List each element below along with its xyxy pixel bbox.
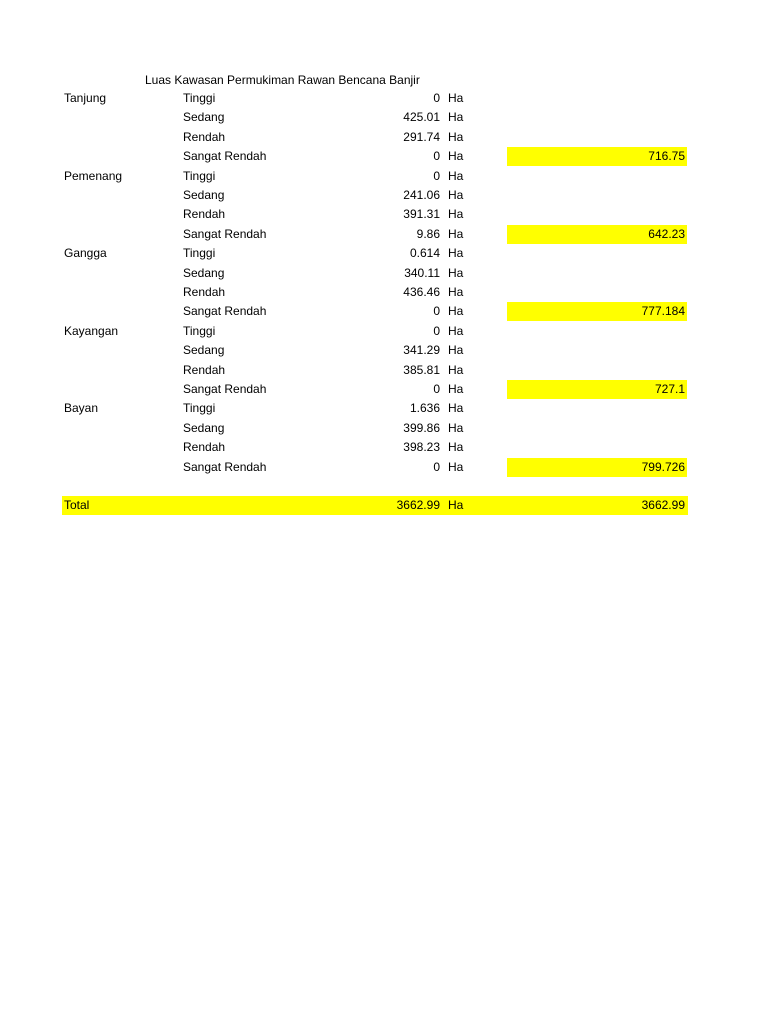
area-value: 425.01	[403, 110, 440, 125]
table-row	[0, 225, 768, 244]
area-unit: Ha	[448, 168, 464, 183]
area-unit: Ha	[448, 129, 464, 144]
area-value: 399.86	[403, 420, 440, 435]
risk-level-label: Sangat Rendah	[183, 226, 267, 241]
total-sum: 3662.99	[641, 498, 685, 513]
area-value: 436.46	[403, 285, 440, 299]
area-unit: Ha	[448, 304, 464, 319]
area-value: 0	[433, 149, 440, 164]
area-value: 0	[433, 168, 440, 183]
sheet-title: Luas Kawasan Permukiman Rawan Bencana Banjir	[145, 73, 420, 87]
region-subtotal: 642.23	[507, 225, 687, 244]
region-name: Tanjung	[64, 91, 107, 105]
risk-level-label: Sedang	[183, 420, 225, 435]
risk-level-label: Tinggi	[183, 323, 216, 338]
total-row	[0, 496, 768, 515]
area-unit: Ha	[448, 149, 464, 164]
region-name: Gangga	[64, 246, 107, 261]
risk-level-label: Sedang	[183, 265, 225, 280]
region-subtotal: 777.184	[507, 302, 687, 321]
area-unit: Ha	[448, 362, 464, 377]
table-row	[0, 244, 768, 263]
region-subtotal: 799.726	[507, 458, 687, 477]
table-row	[0, 264, 768, 283]
table-row	[0, 108, 768, 127]
total-label: Total	[64, 498, 90, 513]
risk-level-label: Rendah	[183, 440, 226, 455]
area-unit: Ha	[448, 459, 464, 474]
table-row	[0, 186, 768, 205]
area-value: 398.23	[403, 440, 440, 455]
area-value: 0.614	[409, 246, 440, 261]
area-value: 0	[433, 459, 440, 474]
table-row	[0, 438, 768, 457]
table-row	[0, 361, 768, 380]
area-unit: Ha	[448, 401, 464, 416]
table-row	[0, 419, 768, 438]
table-row	[0, 458, 768, 477]
table-row	[0, 147, 768, 166]
area-unit: Ha	[448, 265, 464, 280]
area-value: 385.81	[403, 362, 440, 377]
risk-level-label: Sangat Rendah	[183, 459, 267, 474]
area-value: 340.11	[404, 265, 440, 280]
table-row	[0, 205, 768, 224]
region-name: Bayan	[64, 401, 99, 416]
area-unit: Ha	[448, 285, 464, 299]
area-value: 341.29	[403, 343, 440, 358]
table-row	[0, 128, 768, 147]
risk-level-label: Tinggi	[183, 168, 216, 183]
area-unit: Ha	[448, 226, 464, 241]
region-subtotal: 716.75	[507, 147, 687, 166]
area-value: 0	[433, 304, 440, 319]
table-row	[0, 341, 768, 360]
table-row	[0, 302, 768, 321]
area-value: 241.06	[403, 188, 440, 202]
risk-level-label: Sangat Rendah	[183, 149, 267, 164]
region-name: Kayangan	[64, 323, 119, 338]
risk-level-label: Sedang	[183, 188, 225, 202]
risk-level-label: Sangat Rendah	[183, 382, 267, 396]
area-value: 291.74	[403, 129, 440, 144]
risk-level-label: Sedang	[183, 110, 225, 125]
area-value: 0	[433, 91, 440, 105]
area-unit: Ha	[448, 382, 464, 396]
area-unit: Ha	[448, 420, 464, 435]
area-unit: Ha	[448, 440, 464, 455]
risk-level-label: Tinggi	[183, 401, 216, 416]
risk-level-label: Tinggi	[183, 91, 216, 105]
area-value: 391.31	[403, 207, 440, 222]
area-value: 0	[433, 323, 440, 338]
area-value: 1.636	[409, 401, 440, 416]
area-value: 0	[433, 382, 440, 396]
risk-level-label: Rendah	[183, 285, 226, 299]
risk-level-label: Rendah	[183, 207, 226, 222]
area-value: 9.86	[416, 226, 440, 241]
area-unit: Ha	[448, 343, 464, 358]
table-row	[0, 283, 768, 302]
total-unit: Ha	[448, 498, 464, 513]
risk-level-label: Rendah	[183, 129, 226, 144]
area-unit: Ha	[448, 110, 464, 125]
table-row	[0, 322, 768, 341]
region-name: Pemenang	[64, 168, 123, 183]
table-row	[0, 380, 768, 399]
area-unit: Ha	[448, 323, 464, 338]
area-unit: Ha	[448, 188, 464, 202]
risk-level-label: Sedang	[183, 343, 225, 358]
region-subtotal: 727.1	[507, 380, 687, 399]
risk-level-label: Rendah	[183, 362, 226, 377]
area-unit: Ha	[448, 246, 464, 261]
risk-level-label: Tinggi	[183, 246, 216, 261]
table-row	[0, 167, 768, 186]
table-row	[0, 89, 768, 108]
area-unit: Ha	[448, 207, 464, 222]
risk-level-label: Sangat Rendah	[183, 304, 267, 319]
area-unit: Ha	[448, 91, 464, 105]
table-row	[0, 399, 768, 418]
total-value: 3662.99	[396, 498, 440, 513]
